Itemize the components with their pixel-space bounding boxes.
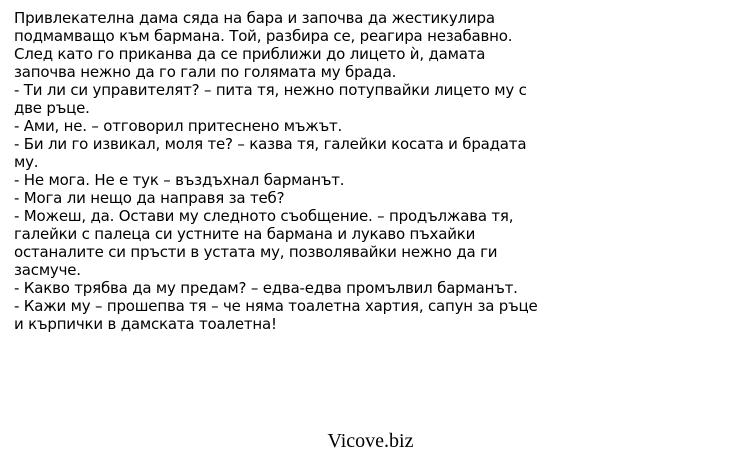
joke-line: - Какво трябва да му предам? – едва-едва промълвил барманът.	[14, 279, 518, 297]
joke-line: Привлекателна дама сяда на бара и започва да жестикулира	[14, 9, 495, 27]
joke-line: - Ти ли си управителят? – пита тя, нежно потупвайки лицето му с	[14, 81, 527, 99]
site-watermark: Vicove.biz	[327, 430, 414, 452]
joke-line: останалите си пръсти в устата му, позволявайки нежно да ги	[14, 243, 498, 261]
joke-line: галейки с палеца си устните на бармана и лукаво пъхайки	[14, 225, 476, 243]
joke-line: След като го приканва да се приближи до лицето ѝ, дамата	[14, 45, 486, 63]
joke-line: подмамващо към бармана. Той, разбира се, реагира незабавно.	[14, 27, 513, 45]
joke-line: - Можеш, да. Остави му следното съобщение. – продължава тя,	[14, 207, 514, 225]
joke-line: му.	[14, 153, 39, 171]
joke-line: започва нежно да го гали по голямата му брада.	[14, 63, 397, 81]
joke-line: - Ами, не. – отговорил притеснено мъжът.	[14, 117, 343, 135]
joke-line: - Кажи му – прошепва тя – че няма тоалетна хартия, сапун за ръце	[14, 297, 538, 315]
joke-line: - Не мога. Не е тук – въздъхнал барманът.	[14, 171, 345, 189]
joke-line: - Би ли го извикал, моля те? – казва тя, галейки косата и брадата	[14, 135, 527, 153]
joke-line: и кърпички в дамската тоалетна!	[14, 315, 277, 333]
joke-line: - Мога ли нещо да направя за теб?	[14, 189, 285, 207]
joke-line: засмуче.	[14, 261, 81, 279]
joke-text	[14, 9, 584, 333]
joke-line: две ръце.	[14, 99, 90, 117]
